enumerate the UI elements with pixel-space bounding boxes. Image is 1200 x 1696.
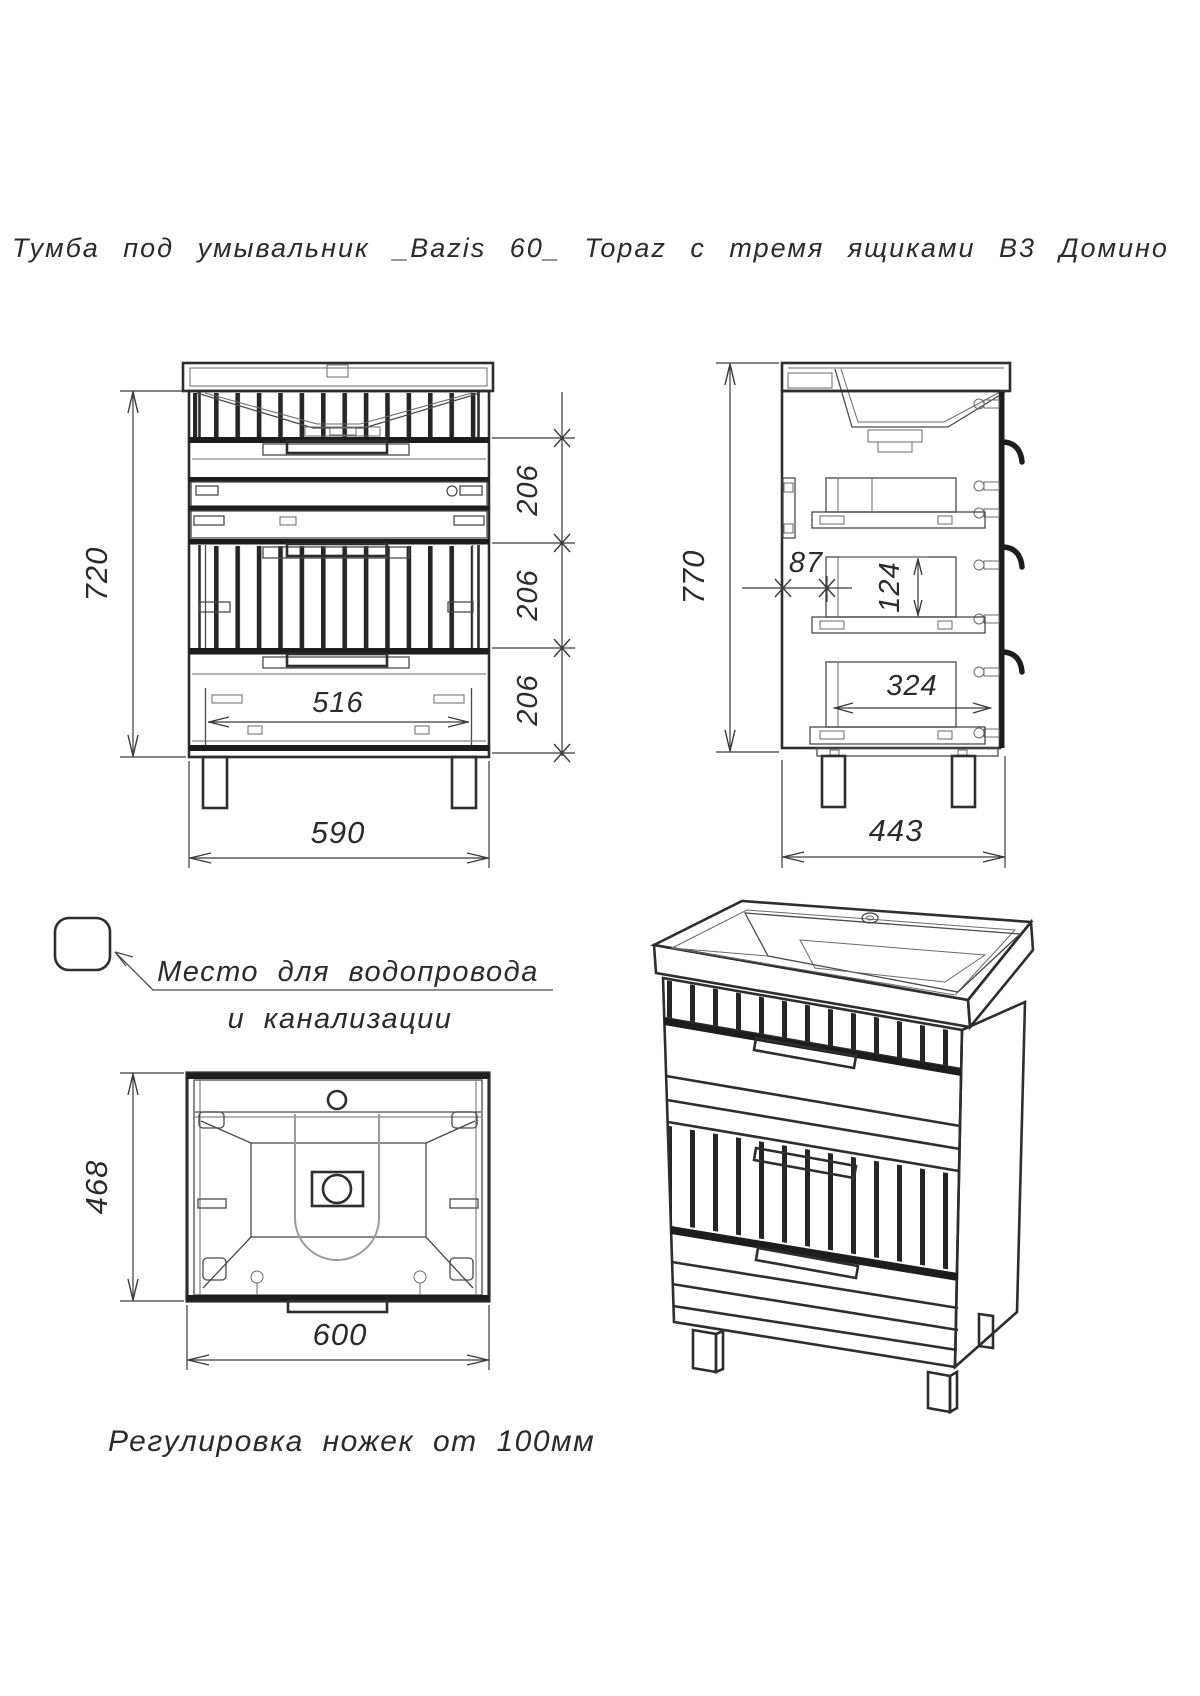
plumbing-zone-icon: [55, 918, 110, 970]
side-front-leg: [822, 756, 845, 807]
dim-side-height: [676, 363, 779, 752]
overflow-outline: [295, 1114, 379, 1260]
plumbing-note: [55, 918, 553, 1035]
faucet-hole: [328, 1091, 346, 1109]
dim-section-top-label: 206: [512, 464, 544, 516]
dim-side-depth: [782, 756, 1005, 868]
front-left-leg: [203, 757, 227, 808]
dim-side-height-label: 770: [676, 549, 711, 605]
dim-front-width-label: 590: [310, 815, 366, 850]
dim-side-drawer-depth: [834, 670, 991, 713]
drawing-title: Тумба под умывальник _Bazis 60_ Topaz с тремя ящиками В3 Домино: [12, 233, 1169, 263]
legs-adjustment-note: Регулировка ножек от 100мм: [108, 1425, 596, 1458]
top-view: [79, 1073, 489, 1370]
front-hatched-section: [189, 477, 489, 545]
bottom-pins: [251, 1271, 426, 1297]
front-sink-top: [183, 363, 493, 391]
drain: [312, 1172, 363, 1206]
plumbing-note-line2: и канализации: [227, 1003, 453, 1035]
side-wall-rail: [783, 478, 795, 538]
dim-section-middle-label: 206: [512, 569, 544, 621]
side-back-leg: [952, 756, 975, 807]
dim-top-depth: [79, 1073, 184, 1301]
dim-top-depth-label: 468: [79, 1159, 114, 1215]
plumbing-note-line1: Место для водопровода: [157, 956, 539, 988]
side-drawer-handles: [1004, 442, 1022, 672]
mounting-brackets: [198, 1112, 478, 1280]
front-right-leg: [452, 757, 476, 808]
p3d-side-face: [955, 1002, 1025, 1367]
side-drawer-box1: [812, 478, 985, 528]
dim-drawer-height-label: 124: [874, 561, 906, 613]
dim-top-width: [187, 1305, 489, 1370]
dim-front-height-label: 720: [79, 546, 114, 602]
dim-inner-width-label: 516: [312, 687, 364, 719]
front-drawer1-handle: [192, 441, 486, 459]
dim-front-height: [79, 391, 186, 757]
dim-back-offset-label: 87: [788, 547, 824, 579]
side-screws: [974, 399, 999, 738]
dim-front-inner-width: [208, 687, 469, 727]
dim-top-width-label: 600: [312, 1317, 368, 1352]
basin-bowl: [201, 1121, 475, 1288]
perspective-view: [654, 901, 1033, 1412]
dim-side-drawer-height: [840, 557, 928, 616]
dim-front-drawer-sections: [492, 392, 575, 762]
top-view-outline: [187, 1073, 489, 1301]
front-tab: [288, 1301, 387, 1312]
side-view: [676, 363, 1022, 868]
dim-side-back-offset: [742, 547, 852, 602]
front-top-drawer-slats: [189, 392, 489, 443]
dim-section-bottom-label: 206: [512, 674, 544, 726]
front-view: [79, 363, 575, 868]
dim-drawer-depth-label: 324: [886, 670, 938, 702]
dim-front-width: [189, 761, 489, 868]
front-drawer2: [189, 544, 489, 655]
dim-side-depth-label: 443: [868, 813, 924, 848]
